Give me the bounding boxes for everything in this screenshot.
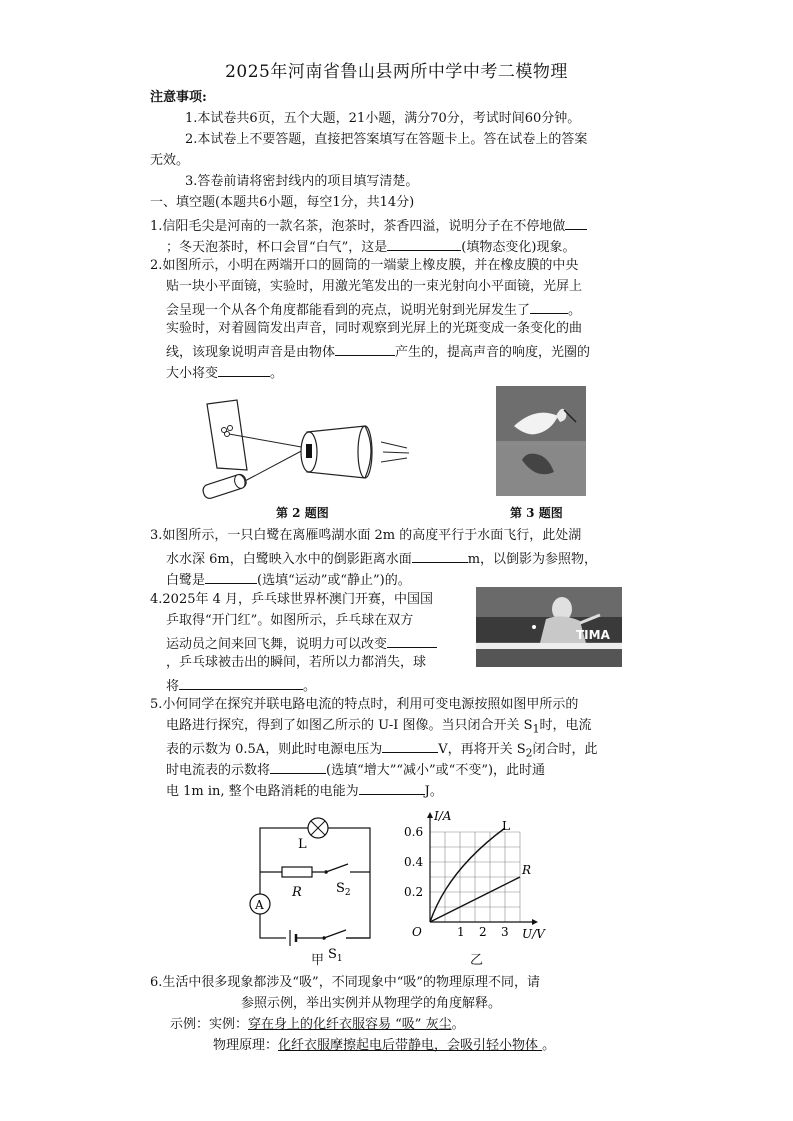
section-heading: 一、填空题(本题共6小题，每空1分，共14分) xyxy=(150,195,415,210)
x-tick-1: 1 xyxy=(457,925,465,939)
switch-s1-label: $S_1$ xyxy=(328,947,343,964)
x-tick-3: 3 xyxy=(501,925,509,939)
x-axis-label: U/V xyxy=(522,927,545,941)
q4-line3: 运动员之间来回飞舞，说明力可以改变 xyxy=(166,634,437,653)
y-tick-0.4: 0.4 xyxy=(404,855,424,869)
q5-line2: 电路进行探究，得到了如图乙所示的 U-I 图像。当只闭合开关 $S_1$时，电流 xyxy=(166,718,592,736)
q6-example: 示例：实例：穿在身上的化纤衣服容易 “吸” 灰尘。 xyxy=(170,1017,465,1032)
x-tick-2: 2 xyxy=(479,925,487,939)
q6-line1: 6.生活中很多现象都涉及“吸”，不同现象中“吸”的物理原理不同，请 xyxy=(150,975,540,990)
q5-line1: 5.小何同学在探究并联电路电流的特点时，利用可变电源按照如图甲所示的 xyxy=(150,697,579,712)
fig3-caption: 第 3 题图 xyxy=(510,506,563,520)
ball xyxy=(532,625,536,629)
q6-principle: 物理原理：化纤衣服摩擦起电后带静电，会吸引轻小物体 。 xyxy=(213,1038,556,1053)
q5-line4: 时电流表的示数将 (选填“增大”“减小”或“不变”)，此时通 xyxy=(166,760,545,779)
circuit-diagram xyxy=(240,806,390,966)
q4-line1: 4.2025年 4 月，乒乓球世界杯澳门开赛，中国国 xyxy=(150,592,434,607)
q3-line3: 白鹭是 (选填“运动”或“静止”)的。 xyxy=(166,570,411,589)
mirror xyxy=(306,444,312,458)
curve-L-label: L xyxy=(502,819,510,833)
fig2-caption: 第 2 题图 xyxy=(276,506,329,520)
resistor-label: R xyxy=(292,885,302,900)
banner-text: TIMA xyxy=(576,628,610,642)
resistor-icon xyxy=(282,867,312,877)
q3-line1: 3.如图所示，一只白鹭在离雁鸣湖水面 2m 的高度平行于水面飞行，此处湖 xyxy=(150,528,582,543)
q2-figure xyxy=(195,392,420,500)
lamp-label: L xyxy=(298,837,307,852)
q6-line2: 参照示例，举出实例并从物理学的角度解释。 xyxy=(241,996,502,1011)
y-axis-label: I/A xyxy=(434,809,452,823)
notice-item-3: 3.答卷前请将密封线内的项目填写清楚。 xyxy=(185,174,419,189)
egret-photo xyxy=(496,386,586,496)
q2-line2: 贴一块小平面镜，实验时，用激光笔发出的一束光射向小平面镜，光屏上 xyxy=(166,279,583,294)
notice-item-2-cont: 无效。 xyxy=(150,153,190,168)
circuit-caption: 甲 xyxy=(311,953,325,968)
y-tick-0.6: 0.6 xyxy=(404,825,424,839)
page-title: 2025年河南省鲁山县两所中学中考二模物理 xyxy=(225,62,568,82)
y-tick-0.2: 0.2 xyxy=(404,885,424,899)
q1-line2: ；冬天泡茶时，杯口会冒“白气”，这是 (填物态变化)现象。 xyxy=(166,237,575,256)
q2-line5: 线，该现象说明声音是由物体 产生的，提高声音的响度，光圈的 xyxy=(166,342,590,361)
q1-line1: 1.信阳毛尖是河南的一款名茶，泡茶时，茶香四溢，说明分子在不停地做 xyxy=(150,216,587,235)
q2-line3: 会呈现一个从各个角度都能看到的亮点，说明光射到光屏发生了 。 xyxy=(166,300,581,319)
ui-graph xyxy=(400,806,550,946)
q5-line3: 表的示数为 0.5A，则此时电源电压为 V，再将开关 $S_2$闭合时，此 xyxy=(166,739,598,762)
q2-line4: 实验时，对着圆筒发出声音，同时观察到光屏上的光斑变成一条变化的曲 xyxy=(166,321,583,336)
q4-line5: 将 。 xyxy=(166,676,316,695)
graph-grid xyxy=(430,832,520,922)
q4-line4: ，乒乓球被击出的瞬间，若所以力都消失，球 xyxy=(166,655,427,670)
line-R-label: R xyxy=(522,863,532,877)
ammeter-label: A xyxy=(255,898,264,912)
origin-label: O xyxy=(412,925,422,939)
q2-line6: 大小将变 。 xyxy=(166,363,283,382)
curve-L xyxy=(430,828,505,922)
switch-s2-label: $S_2$ xyxy=(336,881,351,898)
notice-item-1: 1.本试卷共6页，五个大题，21小题，满分70分，考试时间60分钟。 xyxy=(185,111,581,126)
laser-pen xyxy=(202,473,248,500)
q2-line1: 2.如图所示，小明在两端开口的圆筒的一端蒙上橡皮膜，并在橡皮膜的中央 xyxy=(150,258,579,273)
notice-heading: 注意事项: xyxy=(150,90,207,105)
notice-item-2: 2.本试卷上不要答题，直接把答案填写在答题卡上。答在试卷上的答案 xyxy=(185,132,588,147)
table-tennis-photo xyxy=(476,587,622,667)
q4-line2: 乒取得“开门红”。如图所示，乒乓球在双方 xyxy=(166,613,414,628)
light-screen xyxy=(207,400,247,470)
q5-line5: 电 1m in, 整个电路消耗的电能为 J。 xyxy=(166,781,443,800)
graph-caption: 乙 xyxy=(470,953,484,968)
q3-line2: 水水深 6m，白鹭映入水中的倒影距离水面 m，以倒影为参照物， xyxy=(166,549,597,568)
